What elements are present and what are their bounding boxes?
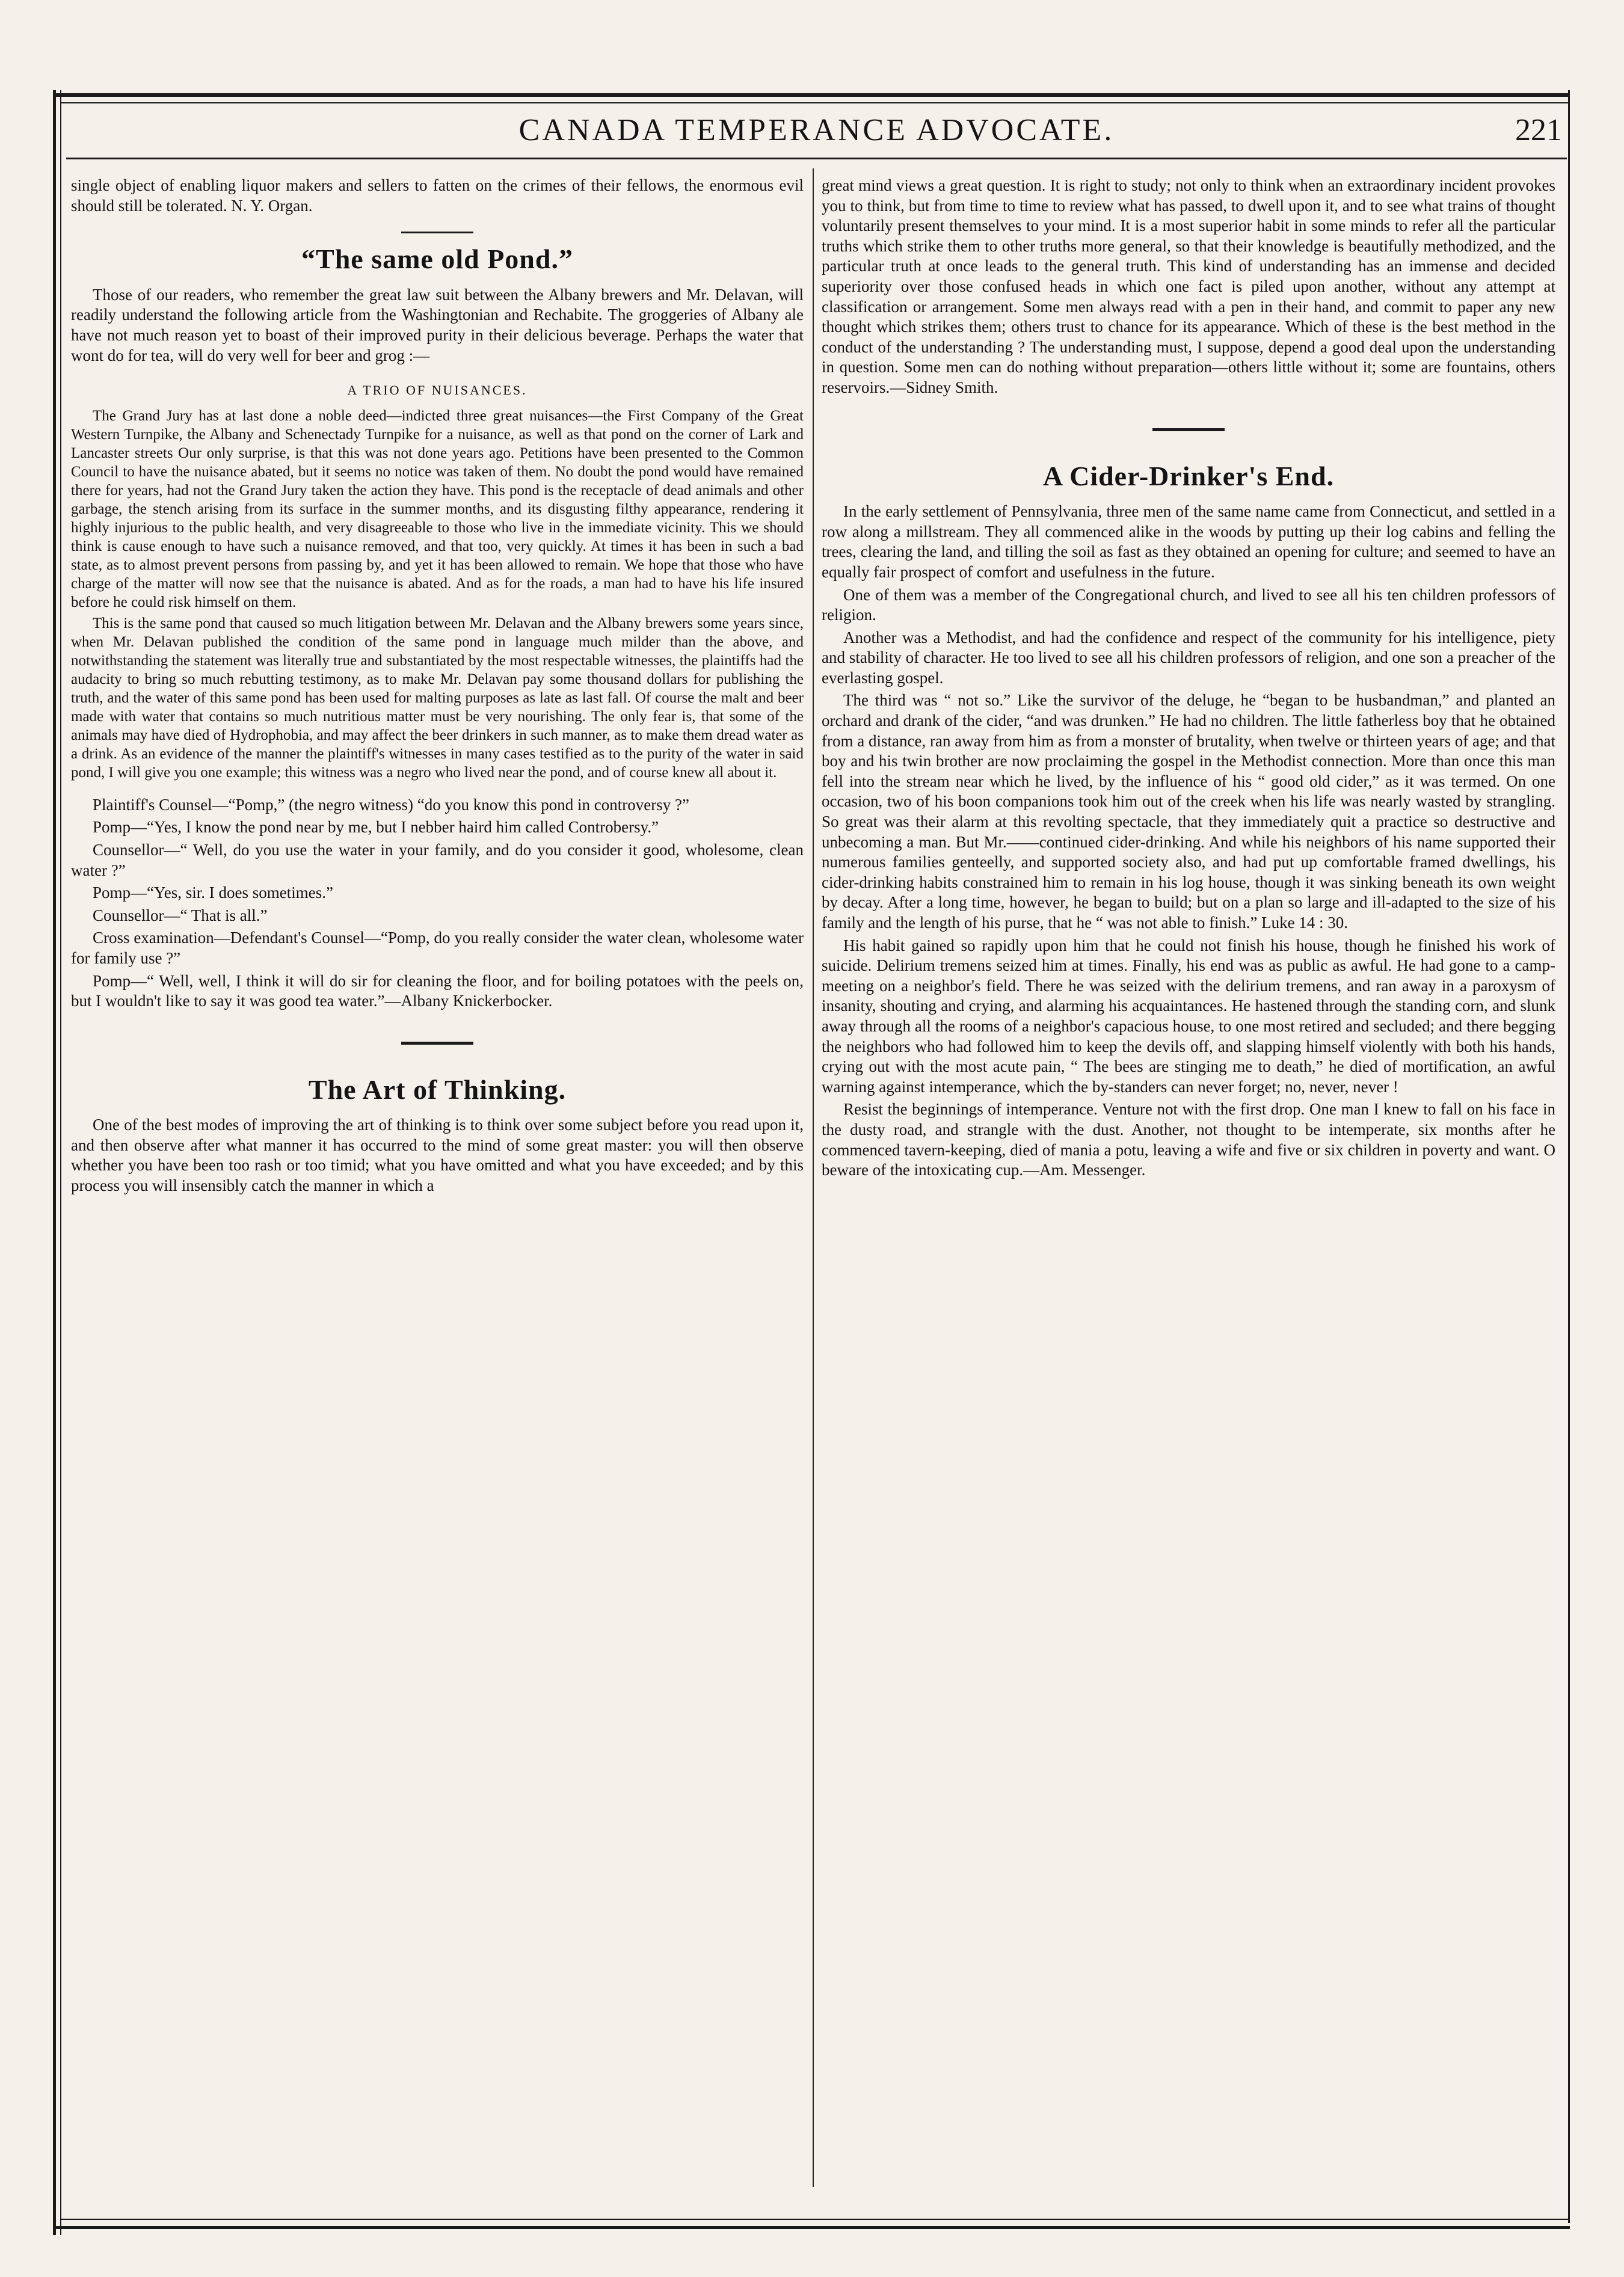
dialogue-line-5: Counsellor—“ That is all.” — [93, 906, 268, 924]
masthead — [66, 105, 1567, 153]
cider-paragraph-3: Another was a Methodist, and had the confidence and respect of the community for his intelligence, piety and stability of character. He too lived to see all his children professors of religion, and one son a preacher of the everlasting gospel. — [822, 628, 1555, 687]
cider-paragraph-2: One of them was a member of the Congregational church, and lived to see all his ten children professors of religion. — [822, 585, 1555, 624]
section-divider — [401, 1042, 473, 1045]
section-divider — [401, 232, 473, 233]
border-rule-bottom-inner — [60, 2219, 1570, 2220]
pond-subheading: A TRIO OF NUISANCES. — [347, 383, 527, 398]
masthead-rule — [66, 158, 1567, 159]
spacer — [71, 784, 804, 795]
continued-paragraph: single object of enabling liquor makers and sellers to fatten on the crimes of their fellows, the enormous evil should still be tolerated. N. Y. Organ. — [71, 176, 804, 215]
right-column — [822, 176, 1555, 1183]
dialogue-line-2: Pomp—“Yes, I know the pond near by me, but I nebber haird him called Controbersy.” — [93, 818, 659, 837]
art-continued-paragraph: great mind views a great question. It is right to study; not only to think when an extraordinary incident provokes you to think, but from time to time to review what has passed, to dwell upon it, and to see what trains of thought voluntarily present themselves to your mind. It is a most superior habit in some minds to refer all the particular truths which strike them to other truths more general, so that their knowledge is beautifully methodized, and the particular truth at once leads to the general truth. This kind of understanding has an immense and decided superiority over those confused heads in which one fact is piled upon another, without any attempt at classification or arrangement. Some men always read with a pen in their hand, and commit to paper any new thought which strikes them; others trust to chance for its appearance. Which of these is the best method in the conduct of the understanding ? The understanding must, I suppose, depend a good deal upon the understanding in question. Some men can do nothing without preparation—others little without it; some are fountains, others reservoirs.—Sidney Smith. — [822, 176, 1555, 396]
page-number: 221 — [1515, 113, 1562, 147]
pond-paragraph-2: This is the same pond that caused so much litigation between Mr. Delavan and the Albany brewers some years since, when Mr. Delavan published the condition of the same pond in language much milder than the above, and notwithstanding the statement was literally true and substantiated by the most respectable witnesses, the plaintiffs had the audacity to bring so much rebutting testimony, as to make Mr. Delavan pay some thousand dollars for publishing the truth, and the water of this same pond has been used for malting purposes as late as last fall. Of course the malt and beer made with water that contains so much nutritious matter must be very nourishing. The only fear is, that some of the animals may have died of Hydrophobia, and may affect the beer drinkers in such manner, as to make them dread water as a drink. As an evidence of the manner the plaintiff's witnesses in many cases testified as to the purity of the water in said pond, I will give you one example; this witness was a negro who lived near the pond, and of course knew all about it. — [71, 615, 804, 781]
border-rule-top — [53, 93, 1570, 97]
border-rule-right — [1568, 90, 1570, 2223]
article-title-art: The Art of Thinking. — [308, 1074, 567, 1105]
cider-paragraph-4: The third was “ not so.” Like the survivor of the deluge, he “began to be husbandman,” and planted an orchard and drank of the cider, “and was drunken.” He had no children. The little fatherless boy that he obtained from a distance, ran away from him as from a monster of brutality, when twelve or thirteen years of age; and that boy and his twin brother are now proclaiming the gospel in the Methodist connection. More than once this man fell into the stream near which he lived, by the influence of his “ good old cider,” as it was termed. On one occasion, two of his boon companions took him out of the creek when his life was nearly wasted by strangling. So great was their alarm at this revolting spectacle, that they immediately quit a practice so destructive and unbecoming a man. But Mr.——continued cider-drinking. And while his neighbors of his name supported their numerous families genteelly, and supported society also, and had put up comfortable framed dwellings, his cider-drinking habits constrained him to remain in his log house, though it was sinking beneath its own weight by decay. After a long time, however, he began to build; but on a plan so large and ill-adapted to the size of his family and the length of his purse, that he “ was not able to finish.” Luke 14 : 30. — [822, 691, 1555, 932]
border-rule-left — [53, 90, 56, 2235]
pond-paragraph-1: The Grand Jury has at last done a noble deed—indicted three great nuisances—the First Company of the Great Western Turnpike, the Albany and Schenectady Turnpike for a nuisance, as well as that pond on the corner of Lark and Lancaster streets Our only surprise, is that this was not done years ago. Petitions have been presented to the Common Council to have the nuisance abated, but it seems no notice was taken of them. No doubt the pond would have remained there for years, had not the Grand Jury taken the action they have. This pond is the receptacle of dead animals and other garbage, the stench arising from its surface in the summer months, and its disgusting filthy appearance, rendering it highly injurious to the public health, and very disagreeable to those who live in the immediate vicinity. This we should think is cause enough to have such a nuisance removed, and that too, very quickly. At times it has been in such a bad state, as to almost prevent persons from passing by, and yet it has been allowed to remain. We hope that those who have charge of the matter will now see that the nuisance is abated. And as for the roads, a man had to have his life insured before he could risk himself on them. — [71, 407, 804, 610]
dialogue-line-3: Counsellor—“ Well, do you use the water in your family, and do you consider it good, wholesome, clean water ?” — [71, 840, 804, 879]
dialogue-line-7: Pomp—“ Well, well, I think it will do sir for cleaning the floor, and for boiling potatoes with the peels on, but I wouldn't like to say it was good tea water.”—Albany Knickerbocker. — [71, 971, 804, 1010]
left-column — [71, 176, 804, 1199]
dialogue-line-1: Plaintiff's Counsel—“Pomp,” (the negro witness) “do you know this pond in controversy ?” — [93, 795, 689, 814]
border-rule-bottom — [53, 2226, 1570, 2229]
section-divider — [1152, 428, 1225, 431]
cider-paragraph-6: Resist the beginnings of intemperance. Venture not with the first drop. One man I knew to fall on his face in the dusty road, and strangle with the dust. Another, not thought to be intemperate, six months after he commenced tavern-keeping, died of mania a potu, leaving a wife and five or six children in poverty and want. O beware of the intoxicating cup.—Am. Messenger. — [822, 1100, 1555, 1179]
dialogue-line-4: Pomp—“Yes, sir. I does sometimes.” — [93, 883, 334, 902]
border-rule-left-inner — [60, 90, 61, 2235]
column-divider — [813, 168, 814, 2187]
publication-title: CANADA TEMPERANCE ADVOCATE. — [518, 113, 1115, 147]
pond-intro: Those of our readers, who remember the great law suit between the Albany brewers and Mr. Delavan, will readily understand the following article from the Washingtonian and Rechabite. The groggeries of Albany ale have not much reason yet to boast of their improved purity in their delicious beverage. Perhaps the water that wont do for tea, will do very well for beer and grog :— — [71, 285, 804, 364]
art-paragraph-1: One of the best modes of improving the art of thinking is to think over some subject before you read upon it, and then observe after what manner it has occurred to the mind of some great master: you will then observe whether you have been too rash or too timid; what you have omitted and what you have exceeded; and by this process you will insensibly catch the manner in which a — [71, 1116, 804, 1195]
cider-paragraph-1: In the early settlement of Pennsylvania, three men of the same name came from Connecticut, and settled in a row along a millstream. They all commenced alike in the woods by putting up their log cabins and felling the trees, clearing the land, and tilling the soil as fast as they obtained an opening for culture; and seemed to have an equally fair prospect of comfort and usefulness in the future. — [822, 502, 1555, 581]
dialogue-line-6: Cross examination—Defendant's Counsel—“Pomp, do you really consider the water clean, wholesome water for family use ?” — [71, 929, 804, 967]
cider-paragraph-5: His habit gained so rapidly upon him that he could not finish his house, though he finished his work of suicide. Delirium tremens seized him at times. Finally, his end was as public as awful. He had gone to a camp-meeting on a neighbor's field. There he was seized with the delirium tremens, and ran away in a paroxysm of insanity, shouting and crying, and alarming his acquaintances. He hastened through the standing corn, and slunk away through all the rooms of a neighbor's capacious house, to one most retired and secluded; and there begging the neighbors who had followed him to keep the devils off, and slapping himself violently with both his hands, crying out with the most acute pain, “ The bees are stinging me to death,” he died of mortification, an awful warning against intemperance, which the by-standers can never forget; no, never, never ! — [822, 936, 1555, 1096]
article-title-cider: A Cider-Drinker's End. — [1042, 460, 1335, 491]
border-rule-top-inner — [60, 102, 1570, 103]
article-title-pond: “The same old Pond.” — [301, 244, 573, 275]
